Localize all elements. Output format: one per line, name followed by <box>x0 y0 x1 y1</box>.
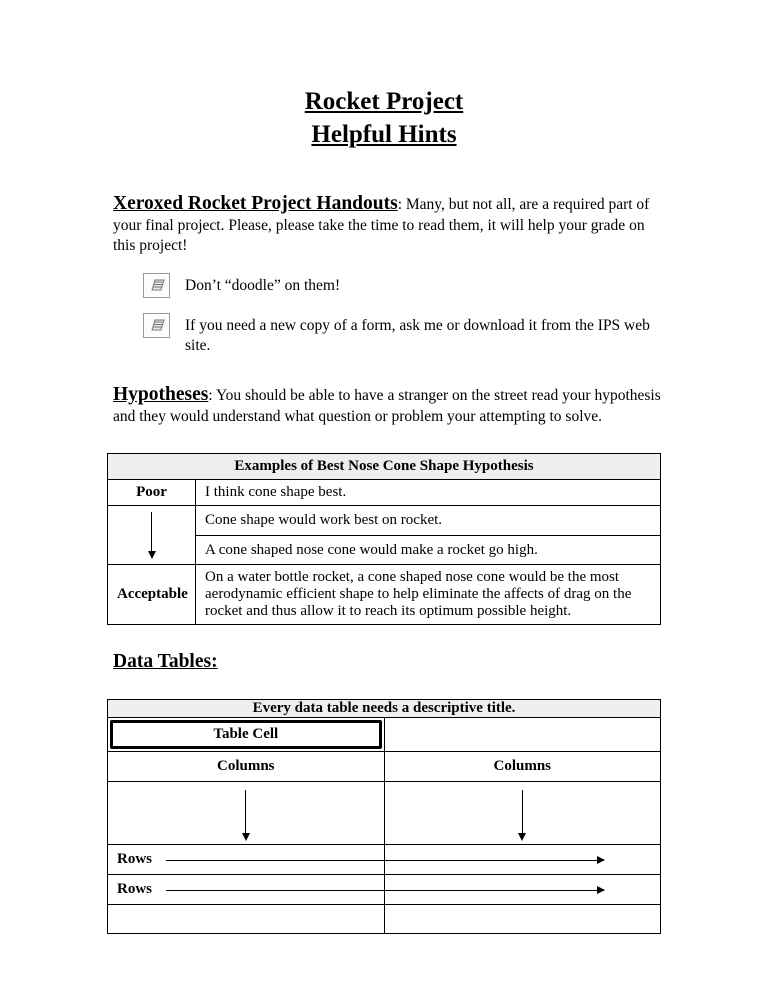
columns-label-left: Columns <box>108 752 385 782</box>
hypotheses-paragraph <box>113 382 661 427</box>
list-item <box>143 273 661 298</box>
table-cell-text: A cone shaped nose cone would make a rocket go high. <box>196 535 661 565</box>
table-row <box>108 782 661 845</box>
down-arrow-icon <box>151 512 152 552</box>
column-divider <box>384 845 385 874</box>
table-cell-text: Cone shape would work best on rocket. <box>196 506 661 536</box>
example-data-table <box>107 699 661 934</box>
rows-row-1 <box>108 845 661 875</box>
table-row <box>108 718 661 752</box>
handouts-bullet-list <box>143 273 661 356</box>
film-icon <box>143 313 170 338</box>
table-row <box>108 875 661 905</box>
table-row <box>108 905 661 934</box>
column-divider <box>384 875 385 904</box>
hypothesis-examples-table <box>107 453 661 625</box>
bullet-text: If you need a new copy of a form, ask me or download it from the IPS web site. <box>185 316 650 354</box>
doc-title <box>107 86 661 151</box>
data-table-title: Every data table needs a descriptive title. <box>108 700 661 718</box>
table-row <box>108 506 661 536</box>
row-label-poor: Poor <box>108 480 196 506</box>
table-row <box>108 565 661 625</box>
rows-row-2 <box>108 875 661 905</box>
table-cell-label: Table Cell <box>110 720 382 749</box>
empty-cell <box>384 905 661 934</box>
rows-label: Rows <box>117 881 153 898</box>
list-item <box>143 313 661 356</box>
empty-cell <box>384 718 661 752</box>
columns-arrow-cell <box>384 782 661 845</box>
right-arrow-icon <box>166 890 604 891</box>
film-icon <box>143 273 170 298</box>
table-row <box>108 454 661 480</box>
handouts-heading: Xeroxed Rocket Project Handouts <box>113 193 398 214</box>
down-arrow-icon <box>245 790 246 834</box>
right-arrow-icon <box>166 860 604 861</box>
table-row <box>108 752 661 782</box>
table-cell-text: On a water bottle rocket, a cone shaped nose cone would be the most aerodynamic efficient shape to help eliminate the affects of drag on the rocket and thus allow it to reach its optimum possible height. <box>196 565 661 625</box>
row-label-acceptable: Acceptable <box>108 565 196 625</box>
table-row <box>108 845 661 875</box>
doc-title-line2: Helpful Hints <box>311 120 457 148</box>
down-arrow-icon <box>522 790 523 834</box>
columns-label-right: Columns <box>384 752 661 782</box>
table-cell-text: I think cone shape best. <box>196 480 661 506</box>
hypotheses-heading: Hypotheses <box>113 383 209 405</box>
doc-title-line1: Rocket Project <box>304 88 464 115</box>
rows-label: Rows <box>117 851 153 868</box>
table-row <box>108 480 661 506</box>
table-row <box>108 700 661 718</box>
hypothesis-table-title: Examples of Best Nose Cone Shape Hypothesis <box>108 454 661 480</box>
table-cell-example <box>108 718 385 752</box>
quality-scale-cell <box>108 506 196 565</box>
columns-arrow-cell <box>108 782 385 845</box>
handouts-intro-text: : Many, but not all, are a required part of your final project. Please, please take the time to read them, it will help your grade on this project! <box>113 196 650 255</box>
handouts-paragraph <box>113 191 661 257</box>
hypotheses-intro-text: : You should be able to have a stranger on the street read your hypothesis and they would understand what question or problem your attempting to solve. <box>113 386 661 426</box>
data-tables-heading: Data Tables: <box>113 651 218 673</box>
empty-cell <box>108 905 385 934</box>
bullet-text: Don’t “doodle” on them! <box>185 276 341 294</box>
